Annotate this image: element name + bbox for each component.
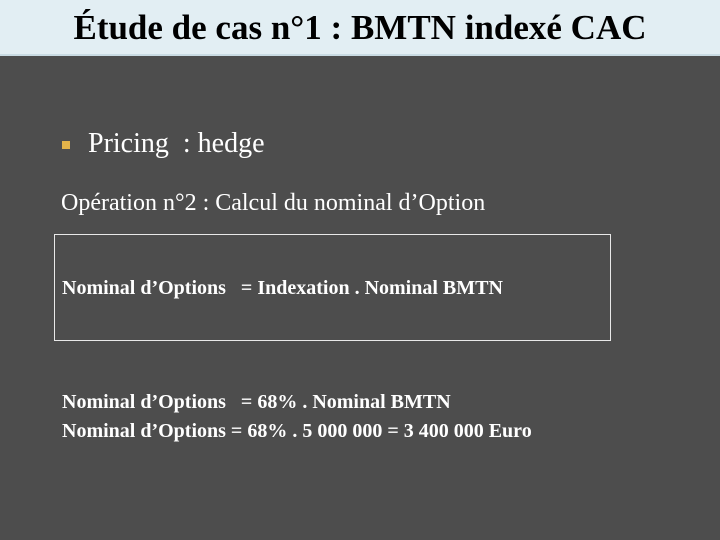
bullet-item: [62, 126, 265, 162]
title-bar: [0, 0, 720, 56]
slide-title: Étude de cas n°1 : BMTN indexé CAC: [73, 8, 647, 47]
calculation-line: Nominal d’Options = 68% . 5 000 000 = 3 400 000 Euro: [62, 420, 532, 442]
bullet-text: Pricing : hedge: [88, 128, 265, 159]
calculation-line: Nominal d’Options = 68% . Nominal BMTN: [62, 391, 451, 413]
square-bullet-icon: [62, 141, 70, 149]
operation-heading: Opération n°2 : Calcul du nominal d’Option: [61, 190, 486, 216]
formula-text: Nominal d’Options = Indexation . Nominal BMTN: [62, 277, 503, 299]
